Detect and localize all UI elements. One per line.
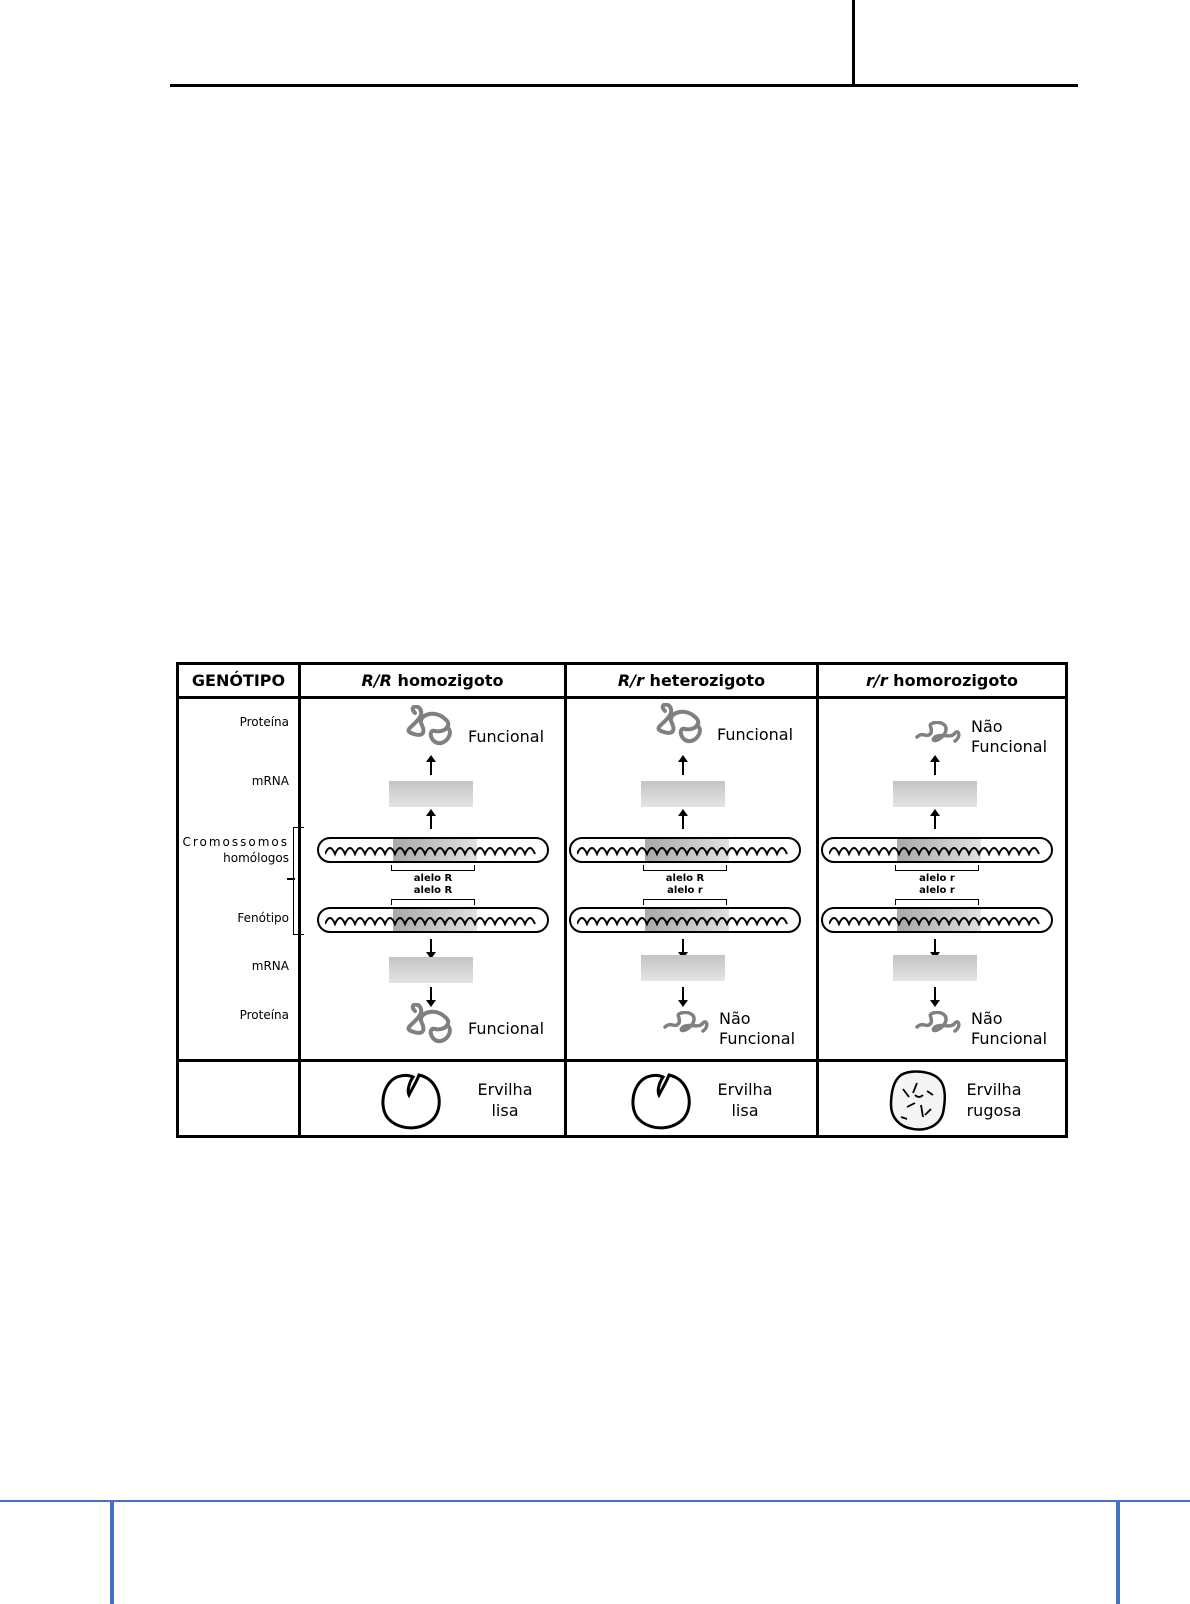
allele-bracket [643, 899, 727, 905]
mrna-strand [641, 955, 725, 981]
arrow-down-icon [682, 987, 684, 1001]
arrow-down-icon [430, 939, 432, 953]
row-label-protein: Proteína [239, 1008, 289, 1022]
phenotype-row-divider [179, 1059, 1065, 1062]
phenotype-label: Ervilha lisa [477, 1080, 533, 1120]
mrna-strand [389, 957, 473, 983]
smooth-pea-icon [379, 1069, 445, 1133]
chromosome-bottom [317, 907, 549, 933]
arrow-up-icon [430, 815, 432, 829]
nonfunctional-protein-icon [915, 1011, 963, 1037]
header-vertical-rule [852, 0, 855, 86]
row-label-mrna: mRNA [251, 959, 289, 973]
protein-status: Funcional [468, 1019, 545, 1038]
footer-left-rule [110, 1502, 114, 1604]
bracket-tick [287, 878, 295, 880]
protein-status: Funcional [717, 725, 794, 744]
arrow-down-icon [682, 939, 684, 953]
arrow-up-icon [682, 761, 684, 775]
chromosome-bottom [821, 907, 1053, 933]
protein-status: Não Funcional [971, 1009, 1048, 1048]
allele-bracket [391, 899, 475, 905]
smooth-pea-icon [629, 1069, 695, 1133]
arrow-down-icon [934, 939, 936, 953]
allele-bracket [643, 865, 727, 871]
genotype-header: GENÓTIPO [191, 671, 286, 690]
phenotype-label: Ervilha rugosa [966, 1080, 1022, 1120]
chromosome-top [821, 837, 1053, 863]
protein-status: Funcional [468, 727, 545, 746]
allele-bracket [391, 865, 475, 871]
chromosome-bottom [569, 907, 801, 933]
nonfunctional-protein-icon [663, 1011, 711, 1037]
header-rr-homozygote: R/R homozigoto [361, 671, 504, 690]
column-rr-recessive [819, 699, 1065, 1059]
row-label-homologous: homólogos [223, 851, 289, 865]
mrna-strand [641, 781, 725, 807]
allele-label: alelo r [919, 885, 955, 896]
phenotype-label: Ervilha lisa [717, 1080, 773, 1120]
header-rr-heterozygote: R/r heterozigoto [617, 671, 766, 690]
row-label-protein: Proteína [239, 715, 289, 729]
column-rr-homozygote [301, 699, 564, 1059]
arrow-down-icon [934, 987, 936, 1001]
arrow-up-icon [934, 761, 936, 775]
footer-rule [0, 1500, 1190, 1502]
row-label-chromosomes: Cromossomos [182, 835, 289, 849]
arrow-up-icon [934, 815, 936, 829]
arrow-up-icon [430, 761, 432, 775]
allele-label: alelo r [919, 873, 955, 884]
mrna-strand [893, 955, 977, 981]
functional-protein-icon [651, 703, 711, 751]
column-rr-heterozygote [567, 699, 816, 1059]
header-rule [170, 84, 1078, 87]
arrow-down-icon [430, 987, 432, 1001]
protein-status: Não Funcional [719, 1009, 796, 1048]
nonfunctional-protein-icon [915, 721, 963, 747]
functional-protein-icon [401, 705, 461, 753]
functional-protein-icon [401, 1003, 461, 1051]
chromosome-top [569, 837, 801, 863]
chromosome-top [317, 837, 549, 863]
table-header-row [179, 665, 1065, 699]
row-label-phenotype: Fenótipo [237, 911, 289, 925]
header-rr-recessive: r/r homorozigoto [865, 671, 1018, 690]
allele-label: alelo r [667, 885, 703, 896]
footer-right-rule [1116, 1502, 1120, 1604]
mrna-strand [893, 781, 977, 807]
mrna-strand [389, 781, 473, 807]
allele-bracket [895, 899, 979, 905]
allele-label: alelo R [413, 885, 453, 896]
allele-bracket [895, 865, 979, 871]
arrow-up-icon [682, 815, 684, 829]
genotype-figure-table [176, 662, 1068, 1138]
protein-status: Não Funcional [971, 717, 1048, 756]
allele-label: alelo R [413, 873, 453, 884]
allele-label: alelo R [665, 873, 705, 884]
wrinkled-pea-icon [887, 1069, 949, 1133]
row-label-mrna: mRNA [251, 774, 289, 788]
